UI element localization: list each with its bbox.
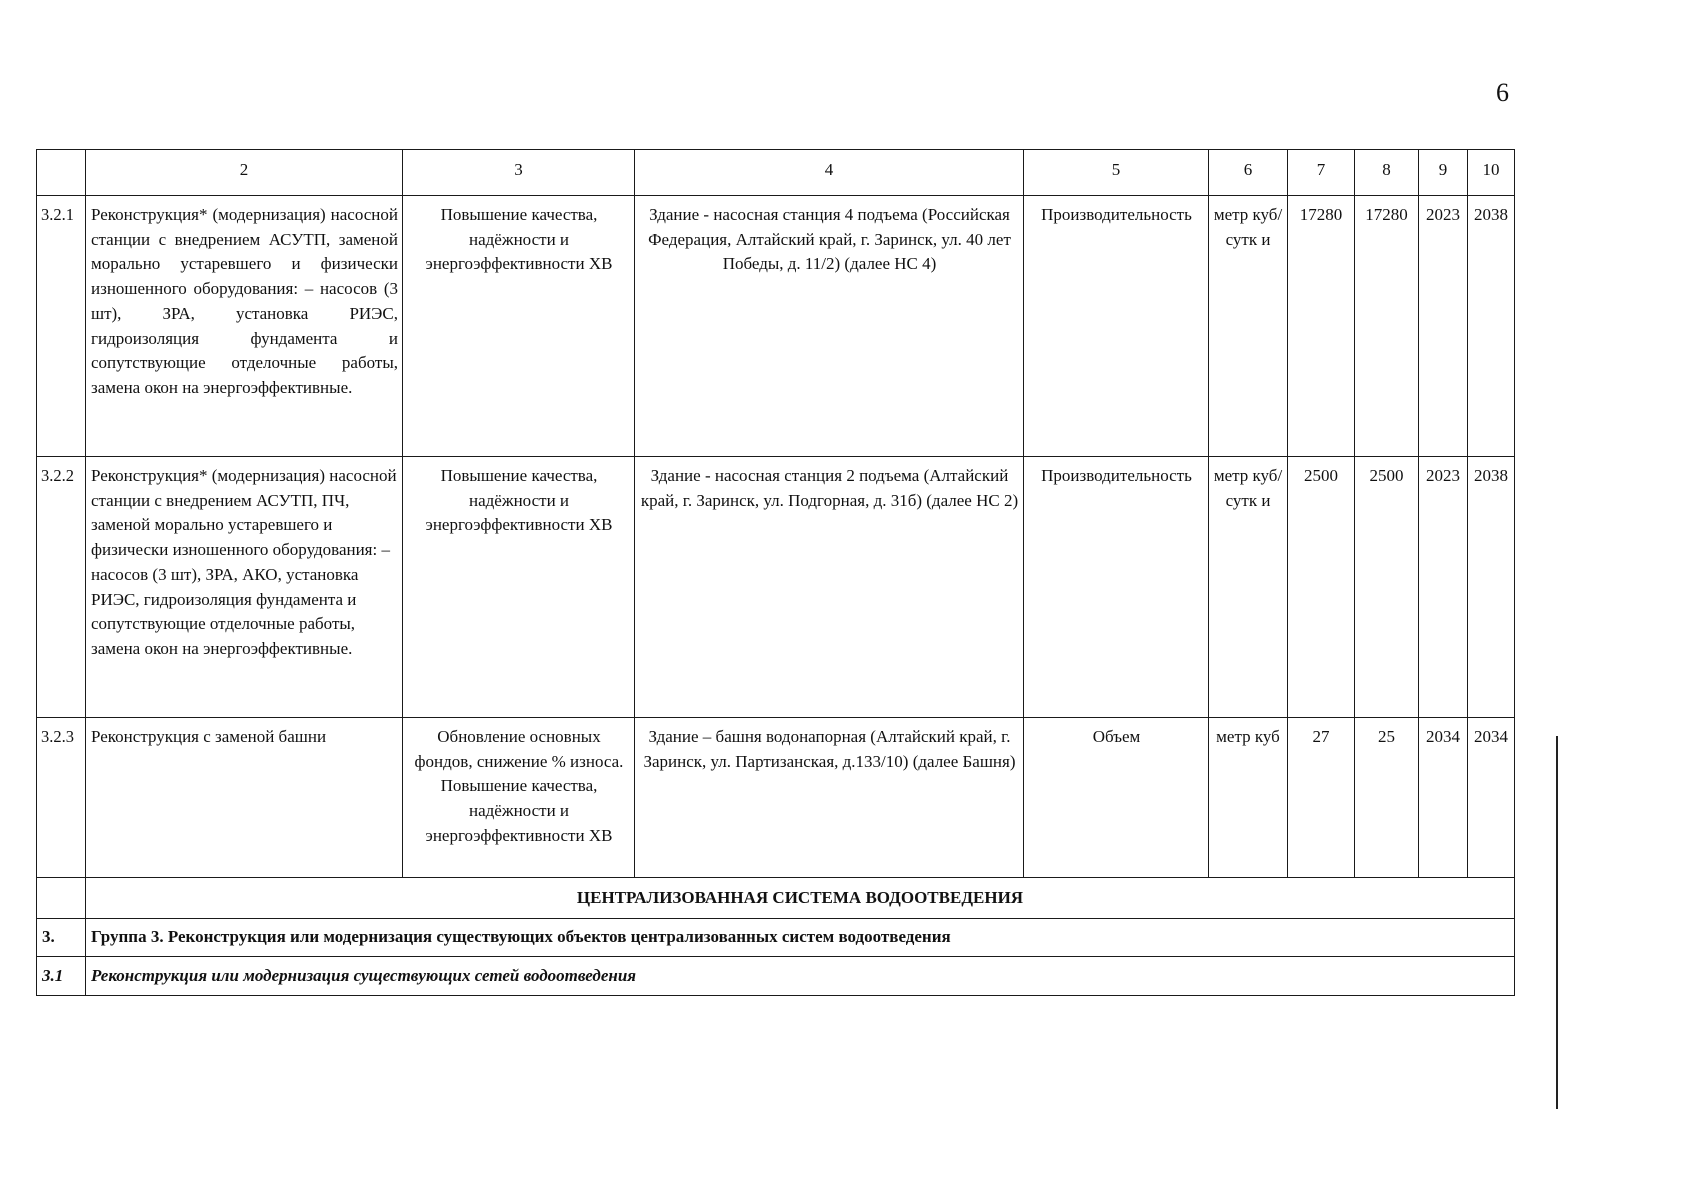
object-description: Здание – башня водонапорная (Алтайский край, г. Заринск, ул. Партизанская, д.133/10) (далее Башня): [635, 718, 1024, 878]
table-row: [37, 457, 1515, 718]
value-before: 2500: [1288, 457, 1355, 718]
value-after: 17280: [1355, 196, 1419, 457]
year-end: 2034: [1468, 718, 1515, 878]
row-number: 3.2.2: [37, 457, 86, 718]
indicator-name: Производительность: [1024, 196, 1209, 457]
section-row: [37, 878, 1515, 919]
unit: метр куб: [1209, 718, 1288, 878]
work-description: Реконструкция с заменой башни: [86, 718, 403, 878]
value-after: 2500: [1355, 457, 1419, 718]
year-end: 2038: [1468, 196, 1515, 457]
header-cell-7: 7: [1288, 150, 1355, 196]
row-number: 3.2.3: [37, 718, 86, 878]
table-row: [37, 718, 1515, 878]
header-cell-9: 9: [1419, 150, 1468, 196]
year-end: 2038: [1468, 457, 1515, 718]
header-cell-2: 2: [86, 150, 403, 196]
section-number-cell: [37, 878, 86, 919]
object-description: Здание - насосная станция 2 подъема (Алтайский край, г. Заринск, ул. Подгорная, д. 31б) (далее НС 2): [635, 457, 1024, 718]
indicator-name: Объем: [1024, 718, 1209, 878]
subgroup-title: Реконструкция или модернизация существующих сетей водоотведения: [86, 957, 1515, 996]
work-goal: Повышение качества, надёжности и энергоэффективности ХВ: [403, 457, 635, 718]
header-row: [37, 150, 1515, 196]
group-row: [37, 919, 1515, 957]
subgroup-row: [37, 957, 1515, 996]
value-before: 17280: [1288, 196, 1355, 457]
unit: метр куб/сутк и: [1209, 457, 1288, 718]
scan-edge-line: [1556, 736, 1558, 1109]
work-goal: Повышение качества, надёжности и энергоэффективности ХВ: [403, 196, 635, 457]
year-start: 2023: [1419, 457, 1468, 718]
work-goal: Обновление основных фондов, снижение % износа. Повышение качества, надёжности и энергоэффективности ХВ: [403, 718, 635, 878]
object-description: Здание - насосная станция 4 подъема (Российская Федерация, Алтайский край, г. Заринск, ул. 40 лет Победы, д. 11/2) (далее НС 4): [635, 196, 1024, 457]
header-cell-5: 5: [1024, 150, 1209, 196]
header-cell-8: 8: [1355, 150, 1419, 196]
group-title: Группа 3. Реконструкция или модернизация существующих объектов централизованных систем водоотведения: [86, 919, 1515, 957]
unit: метр куб/сутк и: [1209, 196, 1288, 457]
page-number: 6: [1496, 78, 1509, 107]
row-number: 3.2.1: [37, 196, 86, 457]
work-description: Реконструкция* (модернизация) насосной станции с внедрением АСУТП, заменой морально устаревшего и физически изношенного оборудования: – насосов (3 шт), ЗРА, установка РИЭС, гидроизоляция фундамента и сопутствующие отделочные работы, замена окон на энергоэффективные.: [86, 196, 403, 457]
subgroup-number: 3.1: [37, 957, 86, 996]
header-cell-10: 10: [1468, 150, 1515, 196]
group-number: 3.: [37, 919, 86, 957]
header-cell-4: 4: [635, 150, 1024, 196]
indicator-name: Производительность: [1024, 457, 1209, 718]
header-cell-1: [37, 150, 86, 196]
value-before: 27: [1288, 718, 1355, 878]
investment-table: [36, 149, 1515, 996]
table-row: [37, 196, 1515, 457]
value-after: 25: [1355, 718, 1419, 878]
year-start: 2023: [1419, 196, 1468, 457]
work-description: Реконструкция* (модернизация) насосной станции с внедрением АСУТП, ПЧ, заменой морально устаревшего и физически изношенного оборудования: – насосов (3 шт), ЗРА, АКО, установка РИЭС, гидроизоляция фундамента и сопутствующие отделочные работы, замена окон на энергоэффективные.: [86, 457, 403, 718]
header-cell-3: 3: [403, 150, 635, 196]
header-cell-6: 6: [1209, 150, 1288, 196]
section-title: ЦЕНТРАЛИЗОВАННАЯ СИСТЕМА ВОДООТВЕДЕНИЯ: [86, 878, 1515, 919]
year-start: 2034: [1419, 718, 1468, 878]
